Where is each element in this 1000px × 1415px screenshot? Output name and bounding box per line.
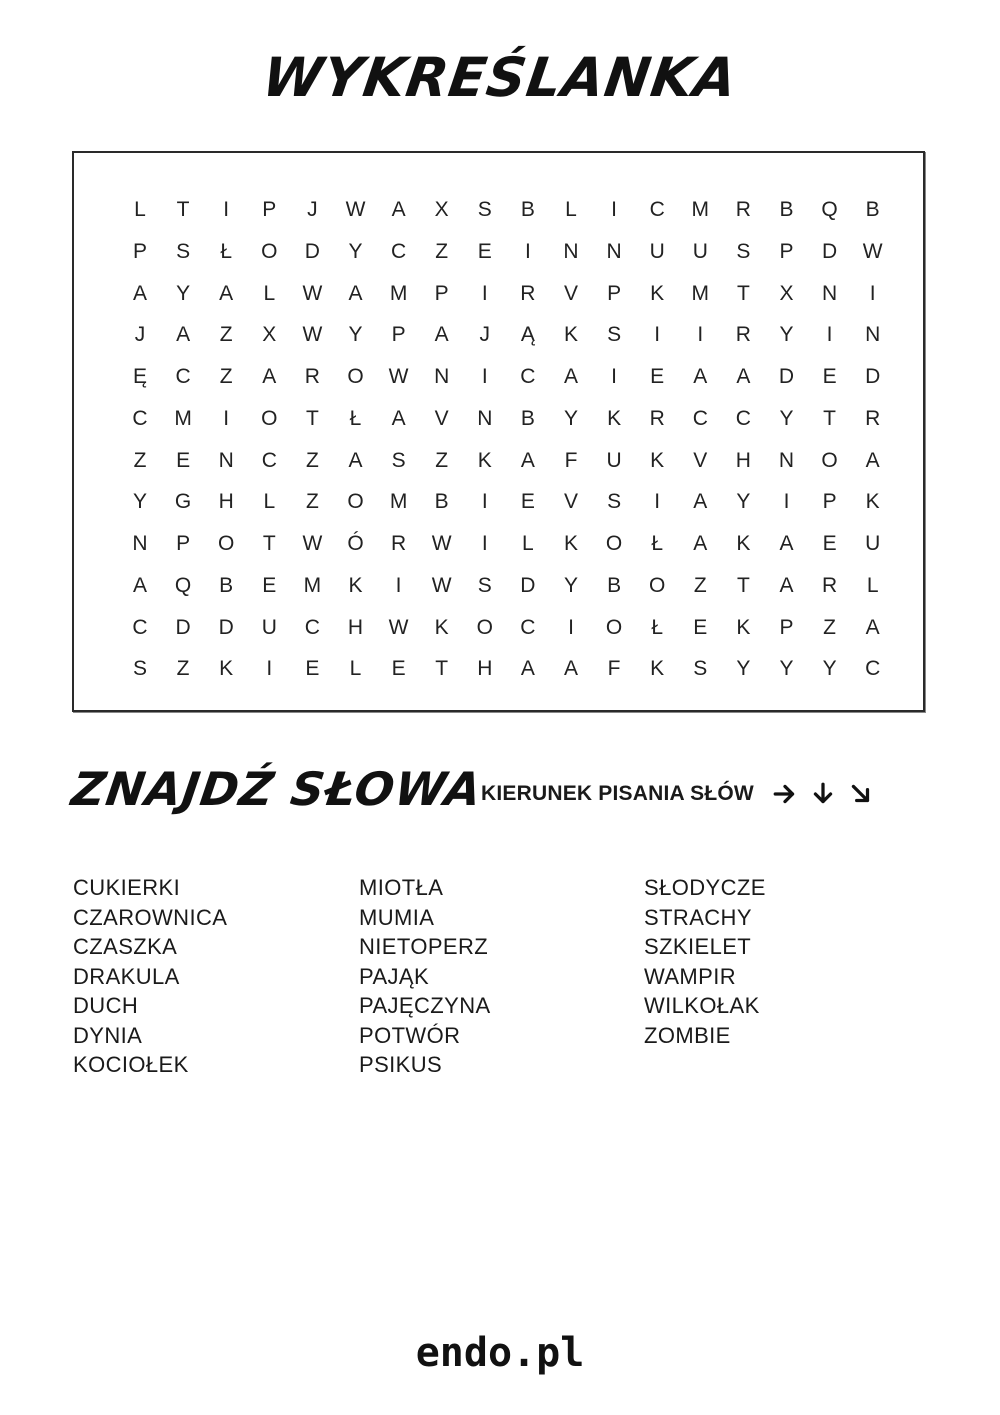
grid-letter[interactable]: T: [262, 532, 276, 555]
grid-letter[interactable]: U: [649, 239, 665, 263]
grid-letter[interactable]: L: [565, 198, 577, 221]
grid-letter[interactable]: W: [862, 239, 883, 263]
grid-letter[interactable]: O: [347, 365, 364, 388]
grid-letter[interactable]: W: [302, 281, 323, 305]
grid-letter[interactable]: I: [223, 198, 230, 221]
word-item: PAJĘCZYNA: [359, 993, 491, 1018]
grid-letter[interactable]: S: [391, 448, 406, 472]
grid-letter[interactable]: F: [564, 448, 578, 472]
grid-letter[interactable]: I: [611, 365, 618, 388]
grid-letter[interactable]: H: [735, 448, 751, 472]
grid-letter[interactable]: Y: [563, 573, 578, 597]
grid-letter[interactable]: S: [176, 239, 191, 263]
grid-letter[interactable]: R: [304, 365, 320, 388]
grid-letter[interactable]: I: [611, 198, 618, 221]
grid-letter[interactable]: P: [176, 532, 191, 555]
grid-letter[interactable]: D: [175, 615, 191, 639]
word-item: CUKIERKI: [73, 875, 181, 900]
grid-letter[interactable]: D: [520, 573, 536, 597]
grid-letter[interactable]: X: [779, 281, 794, 305]
grid-letter[interactable]: I: [697, 323, 704, 347]
word-item: SZKIELET: [644, 934, 752, 959]
grid-letter[interactable]: A: [865, 615, 880, 639]
grid-letter[interactable]: Y: [348, 239, 363, 263]
grid-letter[interactable]: R: [865, 406, 881, 430]
grid-letter[interactable]: S: [477, 198, 492, 221]
grid-letter[interactable]: E: [650, 365, 665, 388]
grid-letter[interactable]: L: [522, 532, 534, 555]
word-item: WAMPIR: [644, 963, 737, 989]
grid-letter[interactable]: H: [347, 615, 364, 639]
word-item: KOCIOŁEK: [73, 1052, 189, 1077]
grid-letter[interactable]: M: [691, 281, 710, 305]
grid-letter[interactable]: H: [477, 657, 493, 681]
grid-letter[interactable]: Y: [132, 490, 147, 514]
word-item: STRACHY: [644, 904, 752, 930]
grid-letter[interactable]: C: [865, 657, 881, 681]
grid-letter[interactable]: Y: [779, 323, 794, 347]
grid-letter[interactable]: Z: [219, 323, 233, 347]
word-search-grid: [74, 153, 923, 710]
grid-letter[interactable]: C: [132, 406, 148, 430]
word-item: DYNIA: [73, 1022, 143, 1048]
grid-letter[interactable]: Q: [821, 198, 838, 221]
word-item: MIOTŁA: [359, 875, 444, 900]
find-words-title: ZNAJDŹ SŁOWA: [68, 762, 486, 816]
grid-letter[interactable]: K: [736, 532, 751, 555]
page-title: WYKREŚLANKA: [258, 46, 742, 109]
grid-letter[interactable]: L: [263, 281, 276, 305]
word-item: MUMIA: [359, 904, 435, 930]
word-item: PAJĄK: [359, 963, 430, 989]
grid-letter[interactable]: S: [132, 657, 147, 681]
grid-letter[interactable]: I: [654, 323, 661, 347]
grid-letter[interactable]: S: [607, 323, 622, 347]
brand-footer: endo.pl: [415, 1330, 585, 1376]
grid-letter[interactable]: E: [520, 490, 535, 514]
grid-letter[interactable]: G: [174, 490, 192, 514]
arrow-right-icon: [772, 781, 798, 807]
grid-letter[interactable]: P: [607, 281, 622, 305]
grid-letter[interactable]: C: [692, 406, 708, 430]
grid-letter[interactable]: T: [435, 657, 449, 681]
grid-letter[interactable]: O: [605, 532, 623, 555]
direction-label: KIERUNEK PISANIA SŁÓW: [481, 782, 754, 805]
grid-letter[interactable]: K: [563, 323, 578, 347]
grid-letter[interactable]: A: [520, 657, 535, 681]
word-search-grid-box: [72, 151, 925, 712]
grid-letter[interactable]: S: [607, 490, 622, 514]
grid-letter[interactable]: Ę: [132, 365, 147, 388]
grid-letter[interactable]: D: [778, 365, 795, 388]
arrow-down-right-icon: [848, 781, 874, 807]
grid-letter[interactable]: Z: [435, 448, 449, 472]
grid-letter[interactable]: Z: [435, 239, 449, 263]
grid-letter[interactable]: Y: [779, 406, 794, 430]
grid-letter[interactable]: N: [778, 448, 795, 472]
grid-letter[interactable]: L: [349, 657, 362, 681]
word-item: ZOMBIE: [644, 1022, 731, 1048]
grid-letter[interactable]: X: [434, 198, 449, 221]
grid-letter[interactable]: B: [865, 198, 880, 221]
grid-letter[interactable]: S: [693, 657, 708, 681]
grid-letter[interactable]: O: [261, 406, 278, 430]
grid-letter[interactable]: K: [650, 448, 665, 472]
grid-letter[interactable]: W: [431, 573, 452, 597]
grid-letter[interactable]: N: [218, 448, 234, 472]
grid-letter[interactable]: D: [822, 239, 838, 263]
grid-letter[interactable]: M: [303, 573, 322, 597]
grid-letter[interactable]: Z: [176, 657, 190, 681]
grid-letter[interactable]: J: [479, 323, 491, 347]
grid-letter[interactable]: D: [865, 365, 881, 388]
grid-letter[interactable]: P: [779, 239, 794, 263]
word-item: DUCH: [73, 993, 139, 1018]
grid-letter[interactable]: Z: [305, 490, 319, 514]
grid-letter[interactable]: D: [218, 615, 234, 639]
grid-letter[interactable]: A: [865, 448, 880, 472]
grid-letter[interactable]: R: [735, 198, 751, 221]
grid-letter[interactable]: A: [262, 365, 277, 388]
grid-letter[interactable]: Ł: [220, 239, 233, 263]
grid-letter[interactable]: N: [606, 239, 622, 263]
grid-letter[interactable]: Ą: [520, 323, 535, 347]
grid-letter[interactable]: V: [563, 490, 578, 514]
grid-letter[interactable]: A: [779, 573, 794, 597]
grid-letter[interactable]: C: [520, 365, 536, 388]
grid-letter[interactable]: C: [304, 615, 320, 639]
word-column: [359, 873, 491, 1080]
grid-letter[interactable]: S: [477, 573, 492, 597]
grid-letter[interactable]: C: [735, 406, 751, 430]
grid-letter[interactable]: O: [218, 532, 235, 555]
grid-letter[interactable]: A: [693, 490, 708, 514]
grid-letter[interactable]: N: [132, 532, 148, 555]
word-item: WILKOŁAK: [644, 993, 760, 1018]
grid-letter[interactable]: D: [304, 239, 320, 263]
grid-letter[interactable]: I: [395, 573, 402, 597]
grid-letter[interactable]: I: [869, 281, 876, 305]
grid-letter[interactable]: A: [176, 323, 191, 347]
grid-letter[interactable]: H: [218, 490, 234, 514]
grid-letter[interactable]: K: [563, 532, 578, 555]
grid-letter[interactable]: U: [261, 615, 277, 639]
grid-letter[interactable]: P: [434, 281, 449, 305]
grid-letter[interactable]: E: [176, 448, 191, 472]
grid-letter[interactable]: I: [223, 406, 230, 430]
grid-letter[interactable]: A: [693, 365, 708, 388]
grid-letter[interactable]: N: [434, 365, 450, 388]
grid-letter[interactable]: W: [388, 365, 409, 388]
grid-letter[interactable]: I: [524, 239, 531, 263]
grid-letter[interactable]: K: [348, 573, 363, 597]
grid-letter[interactable]: P: [132, 239, 147, 263]
word-item: POTWÓR: [359, 1022, 461, 1048]
grid-letter[interactable]: T: [736, 573, 750, 597]
grid-letter[interactable]: E: [262, 573, 277, 597]
arrow-down-icon: [810, 781, 836, 807]
word-item: PSIKUS: [359, 1052, 443, 1077]
word-item: NIETOPERZ: [359, 934, 489, 959]
grid-letter[interactable]: C: [520, 615, 536, 639]
grid-letter[interactable]: S: [736, 239, 751, 263]
grid-letter[interactable]: B: [520, 406, 535, 430]
grid-letter[interactable]: O: [347, 490, 364, 514]
grid-letter[interactable]: A: [391, 198, 406, 221]
grid-letter[interactable]: N: [563, 239, 579, 263]
grid-letter[interactable]: R: [735, 323, 751, 347]
grid-letter[interactable]: R: [822, 573, 838, 597]
grid-letter[interactable]: C: [261, 448, 277, 472]
grid-letter[interactable]: W: [302, 323, 323, 347]
grid-letter[interactable]: O: [821, 448, 838, 472]
grid-letter[interactable]: L: [263, 490, 276, 514]
grid-letter[interactable]: Y: [822, 657, 837, 681]
grid-letter[interactable]: M: [174, 406, 192, 430]
grid-letter[interactable]: I: [783, 490, 790, 514]
grid-letter[interactable]: U: [606, 448, 622, 472]
grid-letter[interactable]: Ł: [651, 615, 664, 639]
grid-letter[interactable]: K: [650, 657, 665, 681]
grid-letter[interactable]: K: [865, 490, 880, 514]
grid-letter[interactable]: P: [822, 490, 837, 514]
grid-letter[interactable]: W: [431, 532, 452, 555]
grid-letter[interactable]: W: [345, 198, 366, 221]
grid-letter[interactable]: K: [736, 615, 751, 639]
grid-letter[interactable]: L: [134, 198, 146, 221]
grid-letter[interactable]: P: [262, 198, 277, 221]
grid-letter[interactable]: Y: [736, 657, 751, 681]
grid-letter[interactable]: Y: [736, 490, 751, 514]
grid-letter[interactable]: C: [391, 239, 407, 263]
grid-letter[interactable]: U: [865, 532, 881, 555]
grid-letter[interactable]: W: [302, 532, 323, 555]
writing-direction: [481, 781, 874, 807]
grid-letter[interactable]: I: [481, 532, 488, 555]
grid-letter[interactable]: C: [649, 198, 665, 221]
grid-letter[interactable]: Y: [563, 406, 578, 430]
grid-letter[interactable]: I: [481, 365, 488, 388]
grid-letter[interactable]: A: [132, 573, 147, 597]
grid-letter[interactable]: B: [434, 490, 449, 514]
grid-letter[interactable]: K: [477, 448, 492, 472]
grid-letter[interactable]: A: [693, 532, 708, 555]
grid-letter[interactable]: A: [563, 365, 578, 388]
grid-letter[interactable]: A: [219, 281, 234, 305]
grid-letter[interactable]: A: [132, 281, 147, 305]
grid-letter[interactable]: M: [691, 198, 710, 221]
grid-letter[interactable]: C: [175, 365, 191, 388]
grid-letter[interactable]: R: [649, 406, 665, 430]
grid-letter[interactable]: A: [348, 448, 363, 472]
grid-letter[interactable]: T: [823, 406, 836, 430]
grid-letter[interactable]: K: [219, 657, 234, 681]
grid-letter[interactable]: N: [822, 281, 838, 305]
grid-letter[interactable]: V: [693, 448, 708, 472]
grid-letter[interactable]: B: [779, 198, 794, 221]
word-item: SŁODYCZE: [644, 875, 766, 900]
grid-letter[interactable]: Z: [693, 573, 707, 597]
grid-letter[interactable]: Z: [305, 448, 319, 472]
grid-letter[interactable]: W: [388, 615, 409, 639]
grid-letter[interactable]: A: [434, 323, 449, 347]
grid-letter[interactable]: Y: [779, 657, 794, 681]
grid-letter[interactable]: Z: [823, 615, 836, 639]
grid-letter[interactable]: I: [266, 657, 273, 681]
grid-letter[interactable]: J: [134, 323, 146, 347]
grid-letter[interactable]: T: [736, 281, 750, 305]
word-item: CZASZKA: [73, 934, 178, 959]
grid-letter[interactable]: Z: [219, 365, 233, 388]
grid-letter[interactable]: I: [654, 490, 661, 514]
grid-letter[interactable]: B: [520, 198, 535, 221]
grid-letter[interactable]: M: [389, 281, 408, 305]
grid-letter[interactable]: Y: [176, 281, 191, 305]
grid-letter[interactable]: E: [305, 657, 320, 681]
grid-letter[interactable]: U: [692, 239, 708, 263]
grid-letter[interactable]: M: [389, 490, 408, 514]
word-item: DRAKULA: [73, 963, 180, 989]
grid-letter[interactable]: E: [391, 657, 406, 681]
grid-letter[interactable]: A: [391, 406, 406, 430]
grid-letter[interactable]: E: [693, 615, 708, 639]
grid-letter[interactable]: Z: [133, 448, 147, 472]
grid-letter[interactable]: O: [261, 239, 278, 263]
grid-letter[interactable]: F: [607, 657, 621, 681]
grid-letter[interactable]: V: [434, 406, 449, 430]
grid-letter[interactable]: E: [477, 239, 492, 263]
word-column: [644, 873, 766, 1050]
grid-letter[interactable]: A: [779, 532, 794, 555]
grid-letter[interactable]: Ł: [651, 532, 664, 555]
grid-letter[interactable]: A: [736, 365, 751, 388]
grid-letter[interactable]: T: [305, 406, 319, 430]
grid-letter[interactable]: B: [219, 573, 234, 597]
grid-letter[interactable]: B: [607, 573, 622, 597]
grid-letter[interactable]: X: [262, 323, 277, 347]
grid-letter[interactable]: O: [605, 615, 623, 639]
word-item: CZAROWNICA: [73, 904, 228, 930]
grid-letter[interactable]: K: [434, 615, 449, 639]
grid-letter[interactable]: Ł: [349, 406, 362, 430]
grid-letter[interactable]: Y: [348, 323, 363, 347]
grid-letter[interactable]: L: [866, 573, 879, 597]
grid-letter[interactable]: O: [476, 615, 493, 639]
grid-letter[interactable]: Ó: [347, 532, 364, 555]
grid-letter[interactable]: I: [826, 323, 833, 347]
grid-letter[interactable]: O: [649, 573, 666, 597]
grid-letter[interactable]: A: [348, 281, 363, 305]
word-column: [73, 873, 227, 1080]
grid-letter[interactable]: I: [481, 281, 488, 305]
grid-letter[interactable]: K: [607, 406, 622, 430]
grid-letter[interactable]: P: [779, 615, 794, 639]
grid-letter[interactable]: A: [563, 657, 578, 681]
grid-letter[interactable]: V: [563, 281, 578, 305]
grid-letter[interactable]: K: [650, 281, 665, 305]
grid-letter[interactable]: C: [132, 615, 148, 639]
grid-letter[interactable]: A: [520, 448, 535, 472]
grid-letter[interactable]: N: [477, 406, 493, 430]
grid-letter[interactable]: I: [481, 490, 488, 514]
grid-letter[interactable]: R: [520, 281, 536, 305]
grid-letter[interactable]: N: [865, 323, 881, 347]
grid-letter[interactable]: R: [391, 532, 407, 555]
grid-letter[interactable]: J: [307, 198, 318, 221]
grid-letter[interactable]: T: [176, 198, 190, 221]
grid-letter[interactable]: E: [822, 532, 837, 555]
grid-letter[interactable]: I: [568, 615, 574, 639]
grid-letter[interactable]: Q: [174, 573, 192, 597]
grid-letter[interactable]: P: [391, 323, 406, 347]
grid-letter[interactable]: E: [822, 365, 837, 388]
